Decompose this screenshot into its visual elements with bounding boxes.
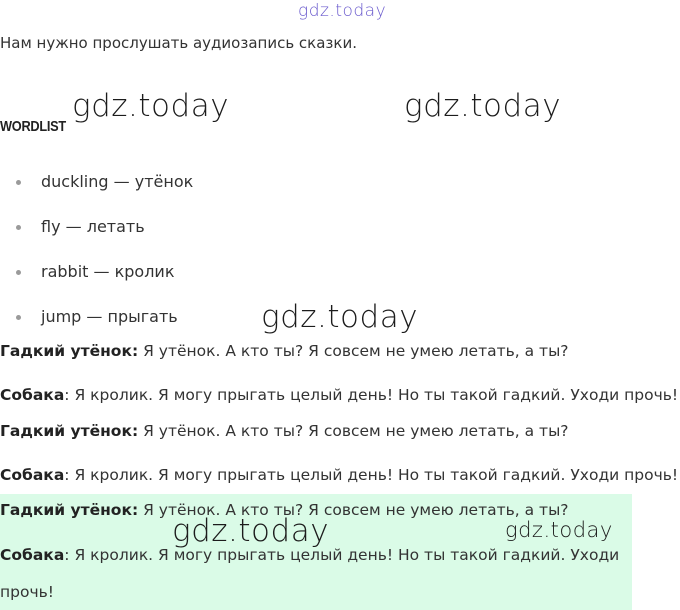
bullet-icon: [16, 180, 21, 185]
watermark: gdz.today: [261, 299, 419, 335]
speaker-name: Собака: [0, 386, 65, 404]
dialog-line-continuation: прочь!: [0, 583, 54, 601]
list-item: [0, 260, 193, 305]
watermark: gdz.today: [505, 518, 613, 542]
bullet-icon: [16, 270, 21, 275]
dialog-text: Я утёнок. А кто ты? Я совсем не умею летать, а ты?: [138, 501, 569, 519]
speaker-name: Гадкий утёнок: [0, 501, 132, 519]
dialog-line: [0, 422, 569, 440]
list-item: [0, 170, 193, 215]
word-entry: duckling — утёнок: [41, 172, 194, 191]
watermark-top: gdz.today: [298, 1, 387, 21]
speaker-colon: :: [131, 501, 139, 519]
watermark: gdz.today: [404, 88, 562, 124]
wordlist-title: WORDLIST: [0, 118, 66, 135]
speaker-colon: :: [64, 386, 70, 404]
dialog-line: [0, 466, 678, 484]
speaker-name: Гадкий утёнок: [0, 422, 132, 440]
dialog-text: Я кролик. Я могу прыгать целый день! Но ты такой гадкий. Уходи прочь!: [69, 466, 679, 484]
bullet-icon: [16, 315, 21, 320]
dialog-text: Я кролик. Я могу прыгать целый день! Но ты такой гадкий. Уходи прочь!: [69, 386, 679, 404]
list-item: [0, 215, 193, 260]
dialog-line: [0, 386, 678, 404]
word-entry: fly — летать: [41, 217, 145, 236]
dialog-text: Я утёнок. А кто ты? Я совсем не умею летать, а ты?: [138, 422, 569, 440]
dialog-text: Я утёнок. А кто ты? Я совсем не умею летать, а ты?: [138, 342, 569, 360]
word-entry: rabbit — кролик: [41, 262, 175, 281]
speaker-name: Собака: [0, 466, 65, 484]
speaker-colon: :: [64, 466, 70, 484]
watermark: gdz.today: [72, 88, 230, 124]
speaker-name: Собака: [0, 546, 65, 564]
word-list: [0, 170, 193, 350]
watermark: gdz.today: [172, 513, 330, 549]
intro-text: Нам нужно прослушать аудиозапись сказки.: [0, 34, 357, 52]
speaker-colon: :: [64, 546, 70, 564]
dialog-line: [0, 342, 569, 360]
bullet-icon: [16, 225, 21, 230]
speaker-colon: :: [131, 422, 139, 440]
speaker-colon: :: [131, 342, 139, 360]
dialog-text: Я кролик. Я могу прыгать целый день! Но ты такой гадкий. Уходи: [69, 546, 620, 564]
word-entry: jump — прыгать: [41, 307, 178, 326]
speaker-name: Гадкий утёнок: [0, 342, 132, 360]
